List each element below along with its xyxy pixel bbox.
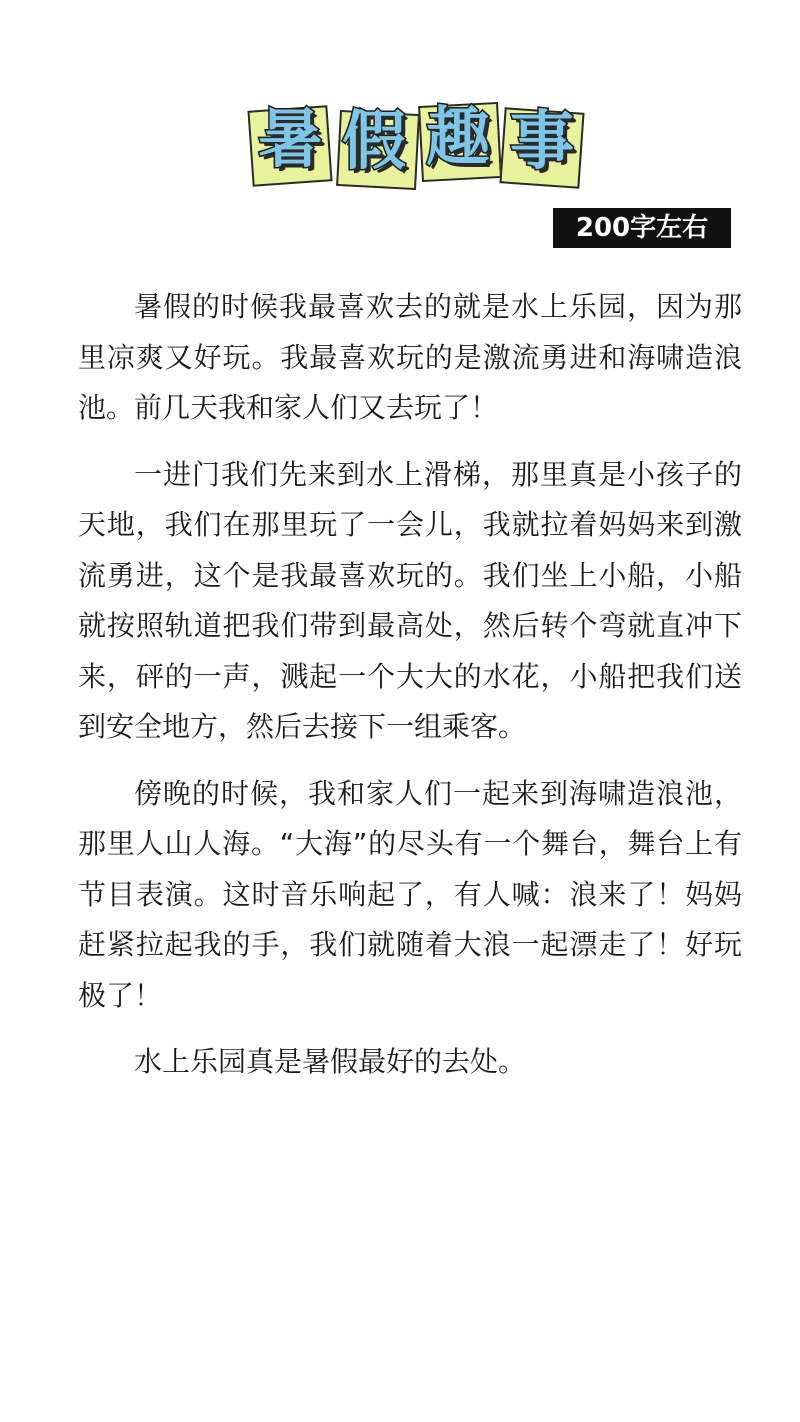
paragraph: 水上乐园真是暑假最好的去处。 bbox=[134, 1045, 527, 1078]
title-char: 暑 bbox=[258, 103, 322, 177]
paragraph: 一进门我们先来到水上滑梯，那里真是小孩子的天地，我们在那里玩了一会儿，我就拉着妈妈来到激流勇进，这个是我最喜欢玩的。我们坐上小船，小船就按照轨道把我们带到最高处，然后转个弯就直冲下来，砰的一声，溅起一个大大的水花，小船把我们送到安全地方，然后去接下一组乘客。 bbox=[78, 457, 742, 743]
title-char: 假 bbox=[342, 105, 406, 179]
paragraph: 暑假的时候我最喜欢去的就是水上乐园，因为那里凉爽又好玩。我最喜欢玩的是激流勇进和海啸造浪池。前几天我和家人们又去玩了！ bbox=[78, 290, 742, 424]
title-char: 事 bbox=[510, 105, 574, 179]
essay-body bbox=[78, 282, 742, 1104]
title-char: 趣 bbox=[426, 101, 490, 175]
paragraph: 傍晚的时候，我和家人们一起来到海啸造浪池，那里人山人海。“大海”的尽头有一个舞台，舞台上有节目表演。这时音乐响起了，有人喊：浪来了！妈妈赶紧拉起我的手，我们就随着大浪一起漂走了！好玩极了！ bbox=[78, 776, 742, 1012]
title-banner bbox=[250, 96, 590, 192]
word-count-badge: 200字左右 bbox=[553, 208, 731, 248]
